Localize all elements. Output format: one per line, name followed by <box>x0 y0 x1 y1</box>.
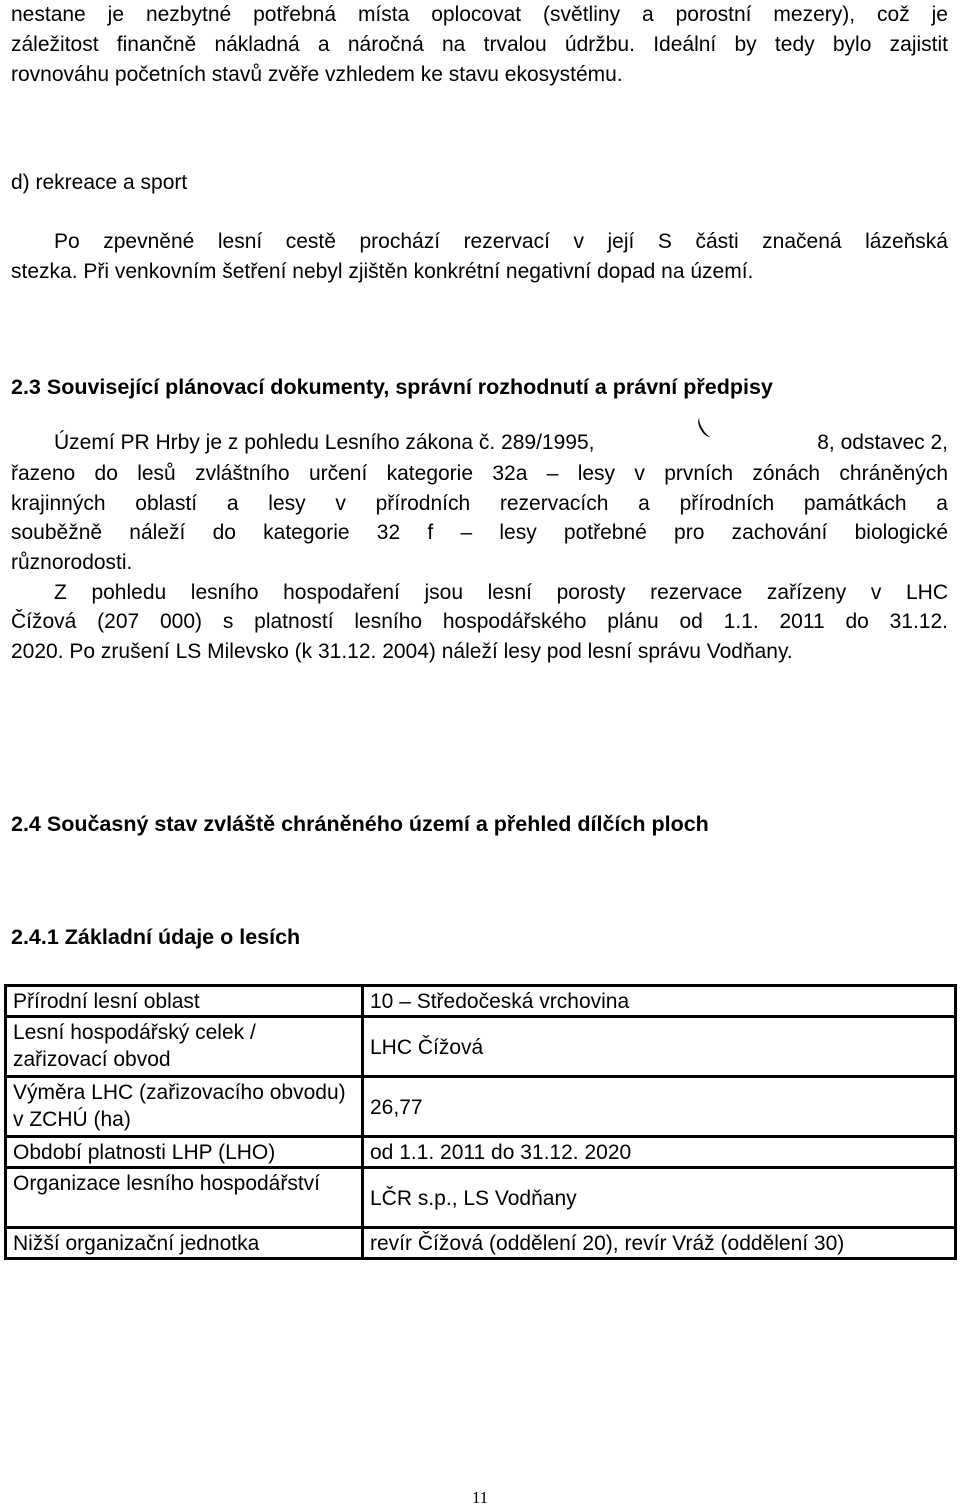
section-2-4-title: 2.4 Současný stav zvláště chráněného území a přehled dílčích ploch <box>11 812 709 836</box>
table-cell-value: revír Čížová (oddělení 20), revír Vráž (oddělení 30) <box>363 1228 956 1259</box>
recreation-line-2: stezka. Při venkovním šetření nebyl zjištěn konkrétní negativní dopad na území. <box>11 260 754 283</box>
section-2-3-para2-line2: Čížová (207 000) s platností lesního hospodářského plánu od 1.1. 2011 do 31.12. <box>11 610 948 633</box>
table-cell-value: LHC Čížová <box>363 1017 956 1077</box>
table-cell-value: LČR s.p., LS Vodňany <box>363 1168 956 1228</box>
table-cell-label: Přírodní lesní oblast <box>6 986 363 1017</box>
intro-line-2: záležitost finančně nákladná a náročná na trvalou údržbu. Ideální by tedy bylo zajistit <box>11 33 948 56</box>
section-sign-icon <box>694 428 718 458</box>
intro-line-3: rovnováhu početních stavů zvěře vzhledem ke stavu ekosystému. <box>11 63 623 86</box>
section-2-3-para1-line1 <box>54 428 948 458</box>
intro-line-1: nestane je nezbytné potřebná místa oplocovat (světliny a porostní mezery), což je <box>11 3 948 26</box>
table-cell-value: od 1.1. 2011 do 31.12. 2020 <box>363 1137 956 1168</box>
table-row <box>6 986 956 1017</box>
recreation-line-1: Po zpevněné lesní cestě prochází rezervací v její S části značená lázeňská <box>54 230 948 253</box>
table-cell-label: Organizace lesního hospodářství <box>6 1168 363 1228</box>
table-cell-label: Výměra LHC (zařizovacího obvodu) v ZCHÚ (ha) <box>6 1077 363 1137</box>
table-cell-value: 10 – Středočeská vrchovina <box>363 986 956 1017</box>
table-cell-value: 26,77 <box>363 1077 956 1137</box>
table-row <box>6 1077 956 1137</box>
section-2-4-1-title: 2.4.1 Základní údaje o lesích <box>11 925 301 949</box>
para1-line1-tail: 8, odstavec 2, <box>817 431 948 454</box>
forest-data-table <box>4 984 957 1260</box>
table-row <box>6 1017 956 1077</box>
table-cell-label: Období platnosti LHP (LHO) <box>6 1137 363 1168</box>
table-row <box>6 1168 956 1228</box>
section-2-3-title: 2.3 Související plánovací dokumenty, správní rozhodnutí a právní předpisy <box>11 375 773 399</box>
section-2-3-para2-line1: Z pohledu lesního hospodaření jsou lesní porosty rezervace zařízeny v LHC <box>54 581 948 604</box>
para1-line1-text: Území PR Hrby je z pohledu Lesního zákona č. 289/1995, <box>54 431 595 454</box>
table-cell-label: Lesní hospodářský celek / zařizovací obvod <box>6 1017 363 1077</box>
recreation-heading: d) rekreace a sport <box>11 171 188 194</box>
section-2-3-para1-line3: krajinných oblastí a lesy v přírodních rezervacích a přírodních památkách a <box>11 492 948 515</box>
section-2-3-para1-line5: různorodosti. <box>11 551 133 574</box>
section-2-3-para1-line4: souběžně náleží do kategorie 32 f – lesy potřebné pro zachování biologické <box>11 521 948 544</box>
section-2-3-para1-line2: řazeno do lesů zvláštního určení kategorie 32a – lesy v prvních zónách chráněných <box>11 462 948 485</box>
section-2-3-para2-line3: 2020. Po zrušení LS Milevsko (k 31.12. 2004) náleží lesy pod lesní správu Vodňany. <box>11 640 793 663</box>
page-number: 11 <box>471 1488 489 1507</box>
table-row <box>6 1137 956 1168</box>
table-row <box>6 1228 956 1259</box>
table-cell-label: Nižší organizační jednotka <box>6 1228 363 1259</box>
